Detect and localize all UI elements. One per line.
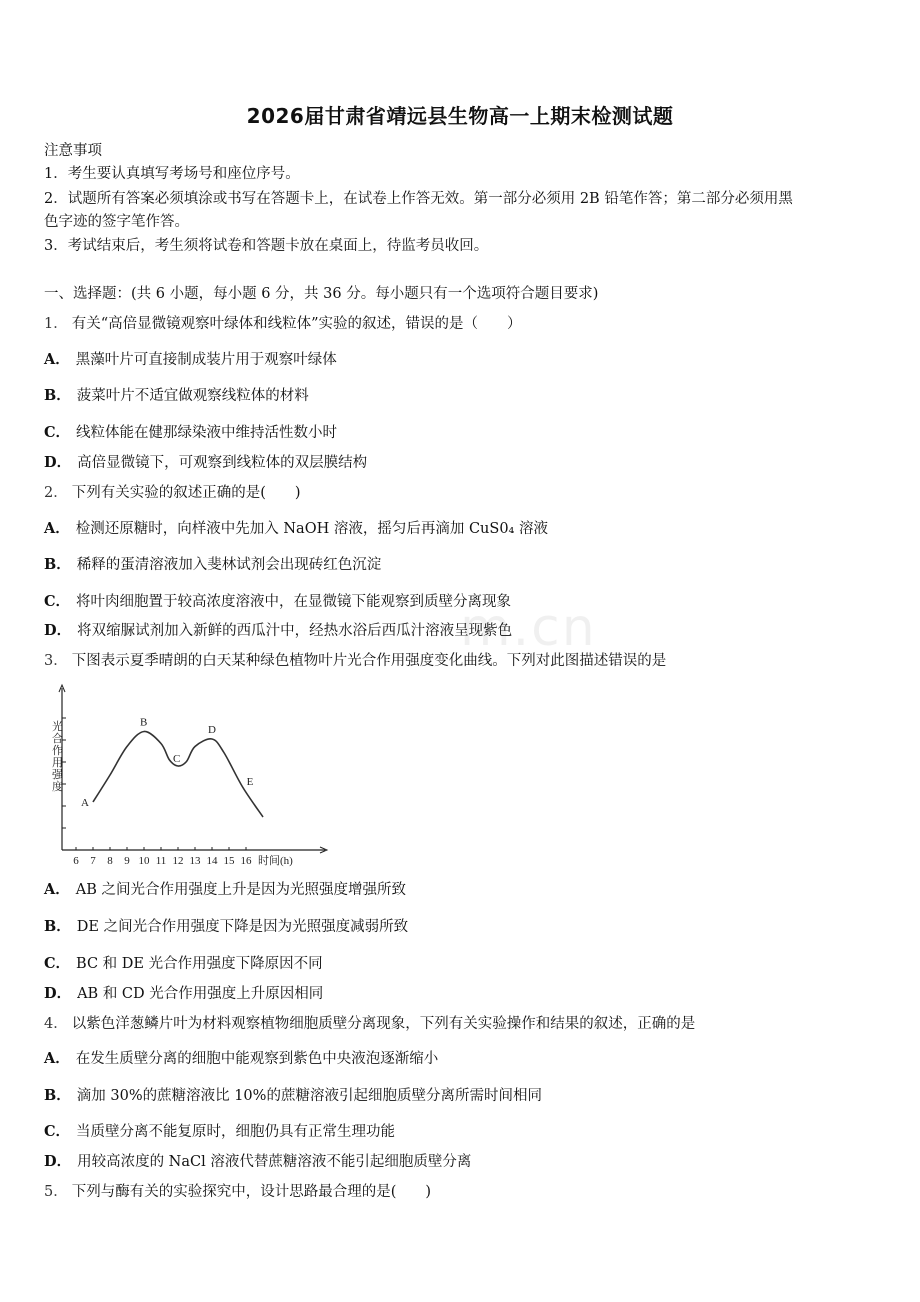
x-tick-label: 9 [124,855,130,867]
option-text: 高倍显微镜下，可观察到线粒体的双层膜结构 [77,455,368,471]
notice-item-1: 1．考生要认真填写考场号和座位序号。 [44,166,300,182]
x-tick-label: 7 [90,855,96,867]
y-axis-label-char: 度 [52,781,63,793]
point-label-d: D [208,724,216,736]
chart-axes [52,685,327,867]
option-key: A． [44,1050,70,1067]
q1-option-d[interactable] [44,452,884,474]
option-key: B． [44,918,71,935]
question-stem: 下图表示夏季晴朗的白天某种绿色植物叶片光合作用强度变化曲线。下列对此图描述错误的是 [71,653,667,669]
option-key: C． [44,593,71,610]
x-tick-label: 14 [206,855,218,867]
y-axis-label-char: 光 [52,721,63,733]
page-title: 2026届甘肃省靖远县生物高一上期末检测试题 [246,104,674,128]
option-text: 滴加 30%的蔗糖溶液比 10%的蔗糖溶液引起细胞质壁分离所需时间相同 [76,1088,542,1104]
option-key: C． [44,1123,71,1140]
question-number: 3． [44,653,68,669]
notice-item-3: 3．考试结束后，考生须将试卷和答题卡放在桌面上，待监考员收回。 [44,238,489,254]
option-key: B． [44,556,71,573]
point-label-c: C [173,753,181,765]
option-key: D． [44,1153,72,1170]
question-stem: 下列有关实验的叙述正确的是( ) [71,485,301,501]
option-text: 将叶肉细胞置于较高浓度溶液中，在显微镜下能观察到质壁分离现象 [76,594,512,610]
q1-option-c[interactable] [44,422,884,444]
option-text: AB 之间光合作用强度上升是因为光照强度增强所致 [75,882,406,898]
option-text: 黑藻叶片可直接制成装片用于观察叶绿体 [75,352,337,368]
x-tick-label: 15 [223,855,235,867]
option-key: C． [44,955,71,972]
section-heading: 一、选择题：(共 6 小题，每小题 6 分，共 36 分。每小题只有一个选项符合题目要求) [44,286,599,302]
point-label-b: B [140,716,148,729]
q3-option-b[interactable] [44,916,884,938]
x-tick-label: 6 [73,855,79,867]
q1-option-a[interactable] [44,349,884,371]
question-stem: 有关“高倍显微镜观察叶绿体和线粒体”实验的叙述，错误的是（ ） [71,316,522,332]
notice-heading: 注意事项 [44,143,102,159]
q3-option-a[interactable] [44,879,884,901]
option-text: 检测还原糖时，向样液中先加入 NaOH 溶液，摇匀后再滴加 CuS0₄ 溶液 [75,521,548,537]
option-key: B． [44,387,71,404]
question-2 [44,482,884,504]
y-axis-label-char: 合 [52,733,63,745]
q4-option-a[interactable] [44,1048,884,1070]
option-text: 当质壁分离不能复原时，细胞仍具有正常生理功能 [76,1124,396,1140]
option-key: B． [44,1087,71,1104]
option-key: D． [44,622,72,639]
option-text: BC 和 DE 光合作用强度下降原因不同 [76,956,323,972]
q4-option-c[interactable] [44,1121,884,1143]
q3-option-d[interactable] [44,983,884,1005]
option-key: D． [44,985,72,1002]
question-5 [44,1181,884,1203]
point-label-a: A [81,797,89,809]
x-tick-label: 11 [155,855,167,867]
x-axis-label: 时间(h) [258,855,293,867]
q3-option-c[interactable] [44,953,884,975]
option-text: 稀释的蛋清溶液加入斐林试剂会出现砖红色沉淀 [76,557,382,573]
option-key: C． [44,424,71,441]
question-1 [44,313,884,335]
option-text: 用较高浓度的 NaCl 溶液代替蔗糖溶液不能引起细胞质壁分离 [77,1154,472,1170]
option-key: A． [44,520,70,537]
q2-option-b[interactable] [44,554,884,576]
question-stem: 以紫色洋葱鳞片叶为材料观察植物细胞质壁分离现象，下列有关实验操作和结果的叙述，正确的是 [71,1016,696,1032]
question-number: 2． [44,485,68,501]
question-number: 4． [44,1016,68,1032]
x-tick-label: 8 [107,855,113,867]
y-axis-label [52,719,64,793]
q2-option-a[interactable] [44,518,884,540]
x-tick-label: 13 [189,855,201,867]
q4-option-b[interactable] [44,1085,884,1107]
question-number: 5． [44,1184,68,1200]
question-number: 1． [44,316,68,332]
x-tick-label: 16 [240,855,252,867]
chart-curve-layer [93,731,263,817]
y-axis-label-char: 作 [52,745,63,757]
x-tick-label: 10 [138,855,150,867]
option-key: A． [44,351,70,368]
photosynthesis-chart [40,682,340,872]
x-tick-label: 12 [172,855,184,867]
option-text: 将双缩脲试剂加入新鲜的西瓜汁中，经热水浴后西瓜汁溶液呈现紫色 [77,623,513,639]
photosynthesis-curve [93,731,263,817]
question-stem: 下列与酶有关的实验探究中，设计思路最合理的是( ) [71,1184,432,1200]
option-text: 菠菜叶片不适宜做观察线粒体的材料 [76,388,309,404]
option-text: AB 和 CD 光合作用强度上升原因相同 [77,986,324,1002]
y-axis-label-char: 用 [52,757,63,769]
option-key: A． [44,881,70,898]
notice-item-2-cont: 色字迹的签字笔作答。 [44,214,189,230]
notice-item-2: 2．试题所有答案必须填涂或书写在答题卡上，在试卷上作答无效。第一部分必须用 2B 铅笔作答；第二部分必须用黑 [44,191,793,207]
option-key: D． [44,454,72,471]
question-3 [44,650,884,672]
watermark: m.cn [460,598,597,658]
option-text: 线粒体能在健那绿染液中维持活性数小时 [76,425,338,441]
option-text: DE 之间光合作用强度下降是因为光照强度减弱所致 [76,919,409,935]
question-4 [44,1013,884,1035]
q4-option-d[interactable] [44,1151,884,1173]
chart-labels-layer [81,717,254,810]
y-axis-label-char: 强 [52,769,63,781]
option-text: 在发生质壁分离的细胞中能观察到紫色中央液泡逐渐缩小 [75,1051,439,1067]
point-label-e: E [246,776,254,788]
q1-option-b[interactable] [44,385,884,407]
